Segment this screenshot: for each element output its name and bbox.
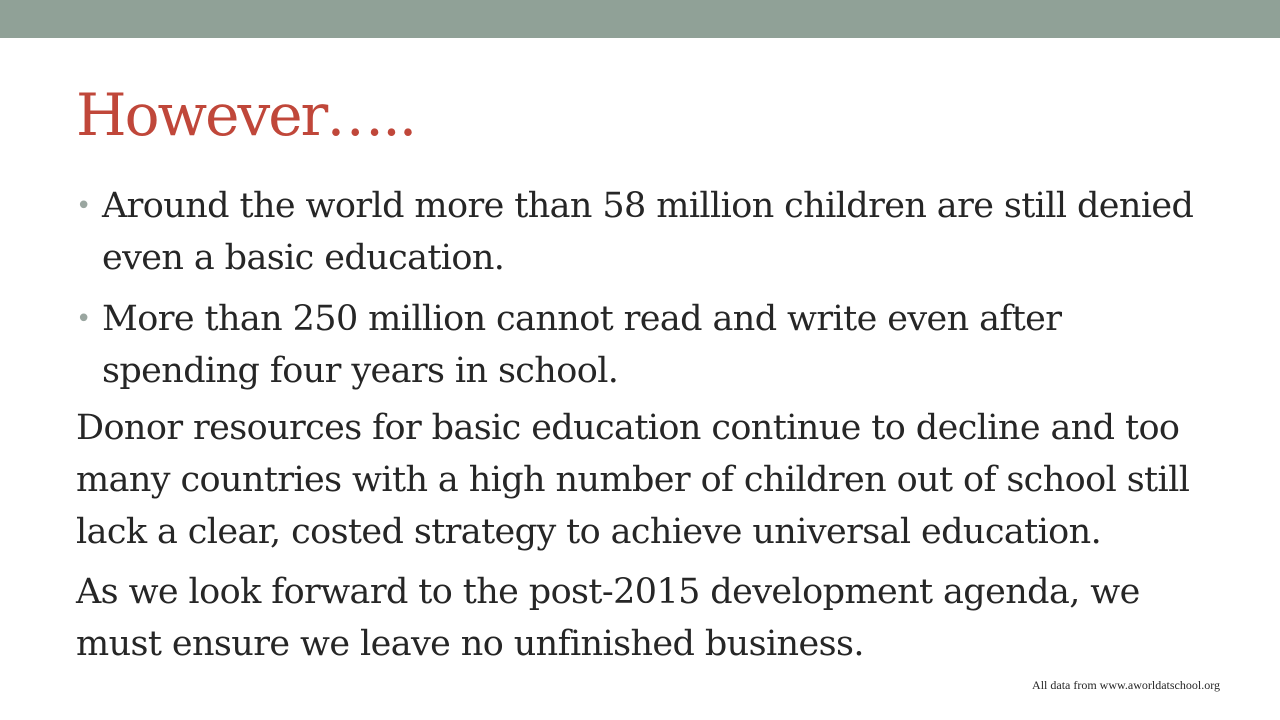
slide-title: However….. (76, 81, 416, 149)
bullet-item (76, 293, 1206, 397)
bullet-text: More than 250 million cannot read and write even after spending four years in school. (102, 299, 1062, 391)
body-paragraph: Donor resources for basic education continue to decline and too many countries with a high number of children out of school still lack a clear, costed strategy to achieve universal education. (76, 408, 1190, 552)
bullet-list (76, 180, 1206, 406)
bullet-dot-icon: • (76, 304, 91, 334)
bullet-item (76, 180, 1206, 284)
bullet-dot-icon: • (76, 191, 91, 221)
body-paragraph: As we look forward to the post-2015 development agenda, we must ensure we leave no unfinished business. (76, 572, 1140, 664)
bullet-text: Around the world more than 58 million children are still denied even a basic education. (102, 186, 1194, 278)
top-accent-bar (0, 0, 1280, 38)
source-note: All data from www.aworldatschool.org (1032, 678, 1220, 692)
